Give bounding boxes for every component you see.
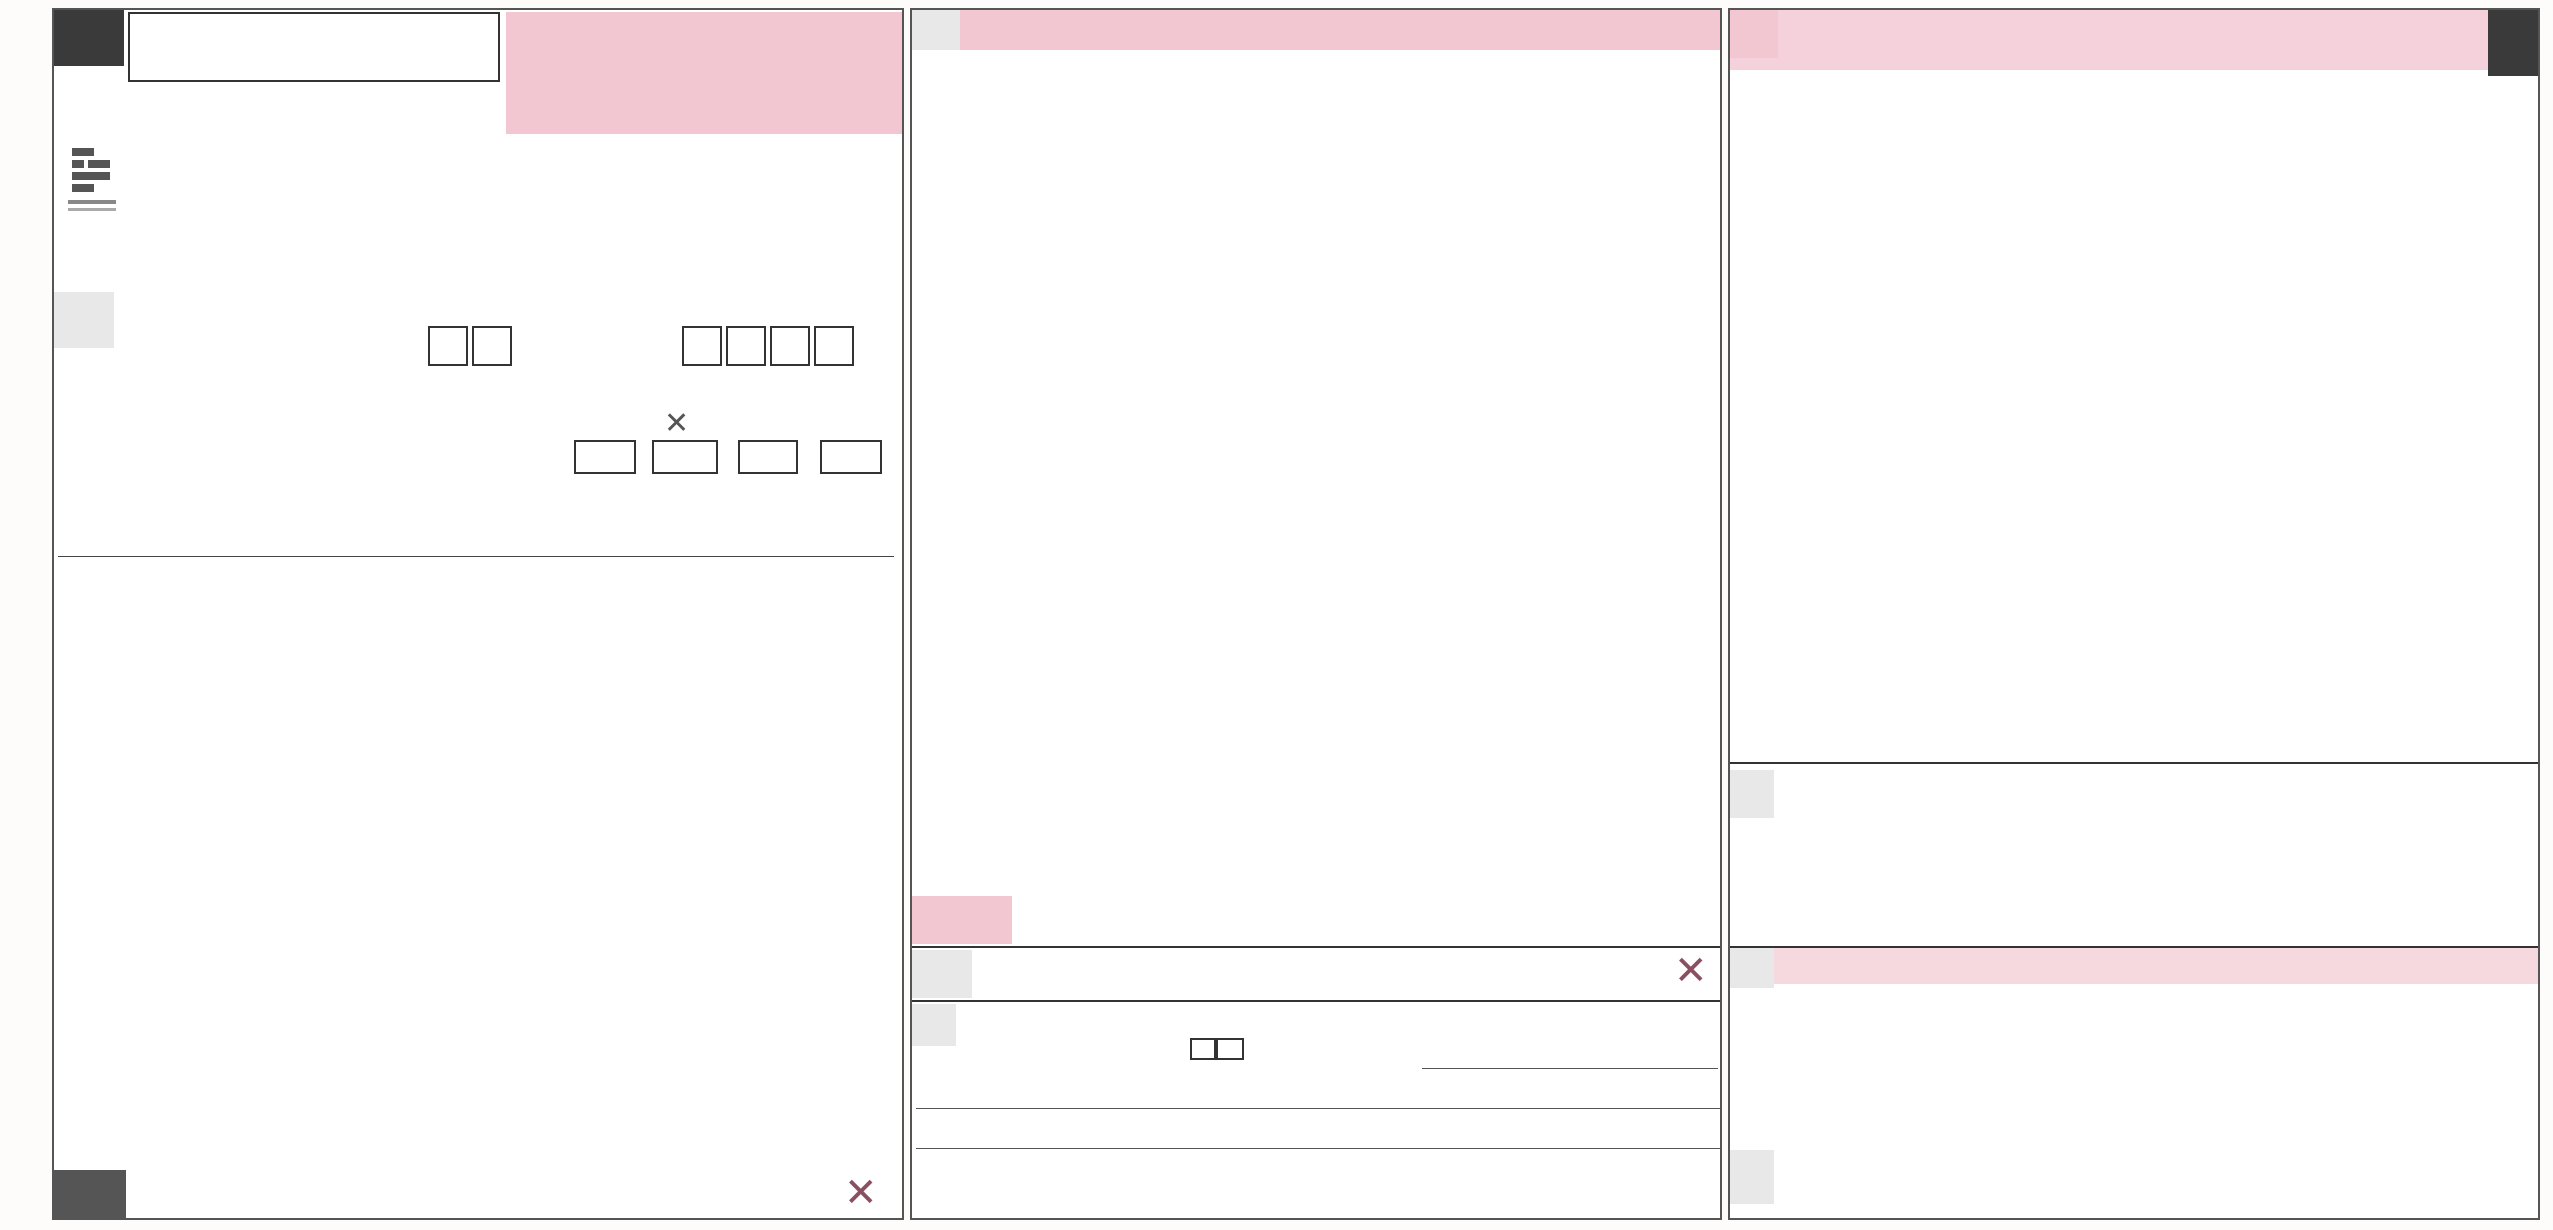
section-9-number xyxy=(912,950,972,998)
section-8-number xyxy=(912,10,960,50)
section-1-number xyxy=(54,292,114,348)
seccion-digit-3 xyxy=(770,326,810,366)
section-13-header xyxy=(1730,948,2540,984)
seccion-digit-2 xyxy=(726,326,766,366)
section-11-header xyxy=(1730,10,2540,70)
section-11-number xyxy=(1730,10,1778,58)
iee-logo-icon xyxy=(60,142,124,220)
section-8-header xyxy=(912,10,1722,50)
section-7-number xyxy=(54,1170,126,1220)
address-line xyxy=(58,556,894,557)
extra-ordinaria-box xyxy=(738,440,798,474)
section-10-si[interactable] xyxy=(1190,1038,1216,1060)
describa-line-2 xyxy=(916,1108,1720,1109)
contigua-value xyxy=(652,440,718,474)
seccion-digit-1 xyxy=(682,326,722,366)
total-label xyxy=(912,896,1012,944)
section-14-number xyxy=(1730,1150,1774,1204)
section-12-number xyxy=(1730,770,1774,818)
section-13-number xyxy=(1730,948,1774,988)
distrito-digit-2 xyxy=(472,326,512,366)
section-10-number xyxy=(912,1004,956,1046)
acta-title-block xyxy=(506,12,904,134)
folio-box xyxy=(128,12,500,82)
serie-block xyxy=(52,8,124,120)
left-panel xyxy=(52,8,904,1220)
s11-right-strip xyxy=(2488,10,2540,76)
extra-contigua-box xyxy=(820,440,882,474)
total-divider xyxy=(912,946,1722,948)
section-7-x-mark: ✕ xyxy=(844,1171,878,1215)
basica-box xyxy=(574,440,636,474)
section-9-divider xyxy=(912,1000,1722,1002)
describa-line-3 xyxy=(916,1148,1720,1149)
describa-line-1 xyxy=(1422,1068,1718,1069)
right-panel xyxy=(1728,8,2540,1220)
s11-divider xyxy=(1730,762,2540,764)
section-10-no[interactable] xyxy=(1216,1038,1244,1060)
seccion-digit-4 xyxy=(814,326,854,366)
middle-panel xyxy=(910,8,1722,1220)
section-9-x-mark: ✕ xyxy=(1674,949,1708,993)
contigua-x-mark: ✕ xyxy=(664,407,690,440)
distrito-digit-1 xyxy=(428,326,468,366)
